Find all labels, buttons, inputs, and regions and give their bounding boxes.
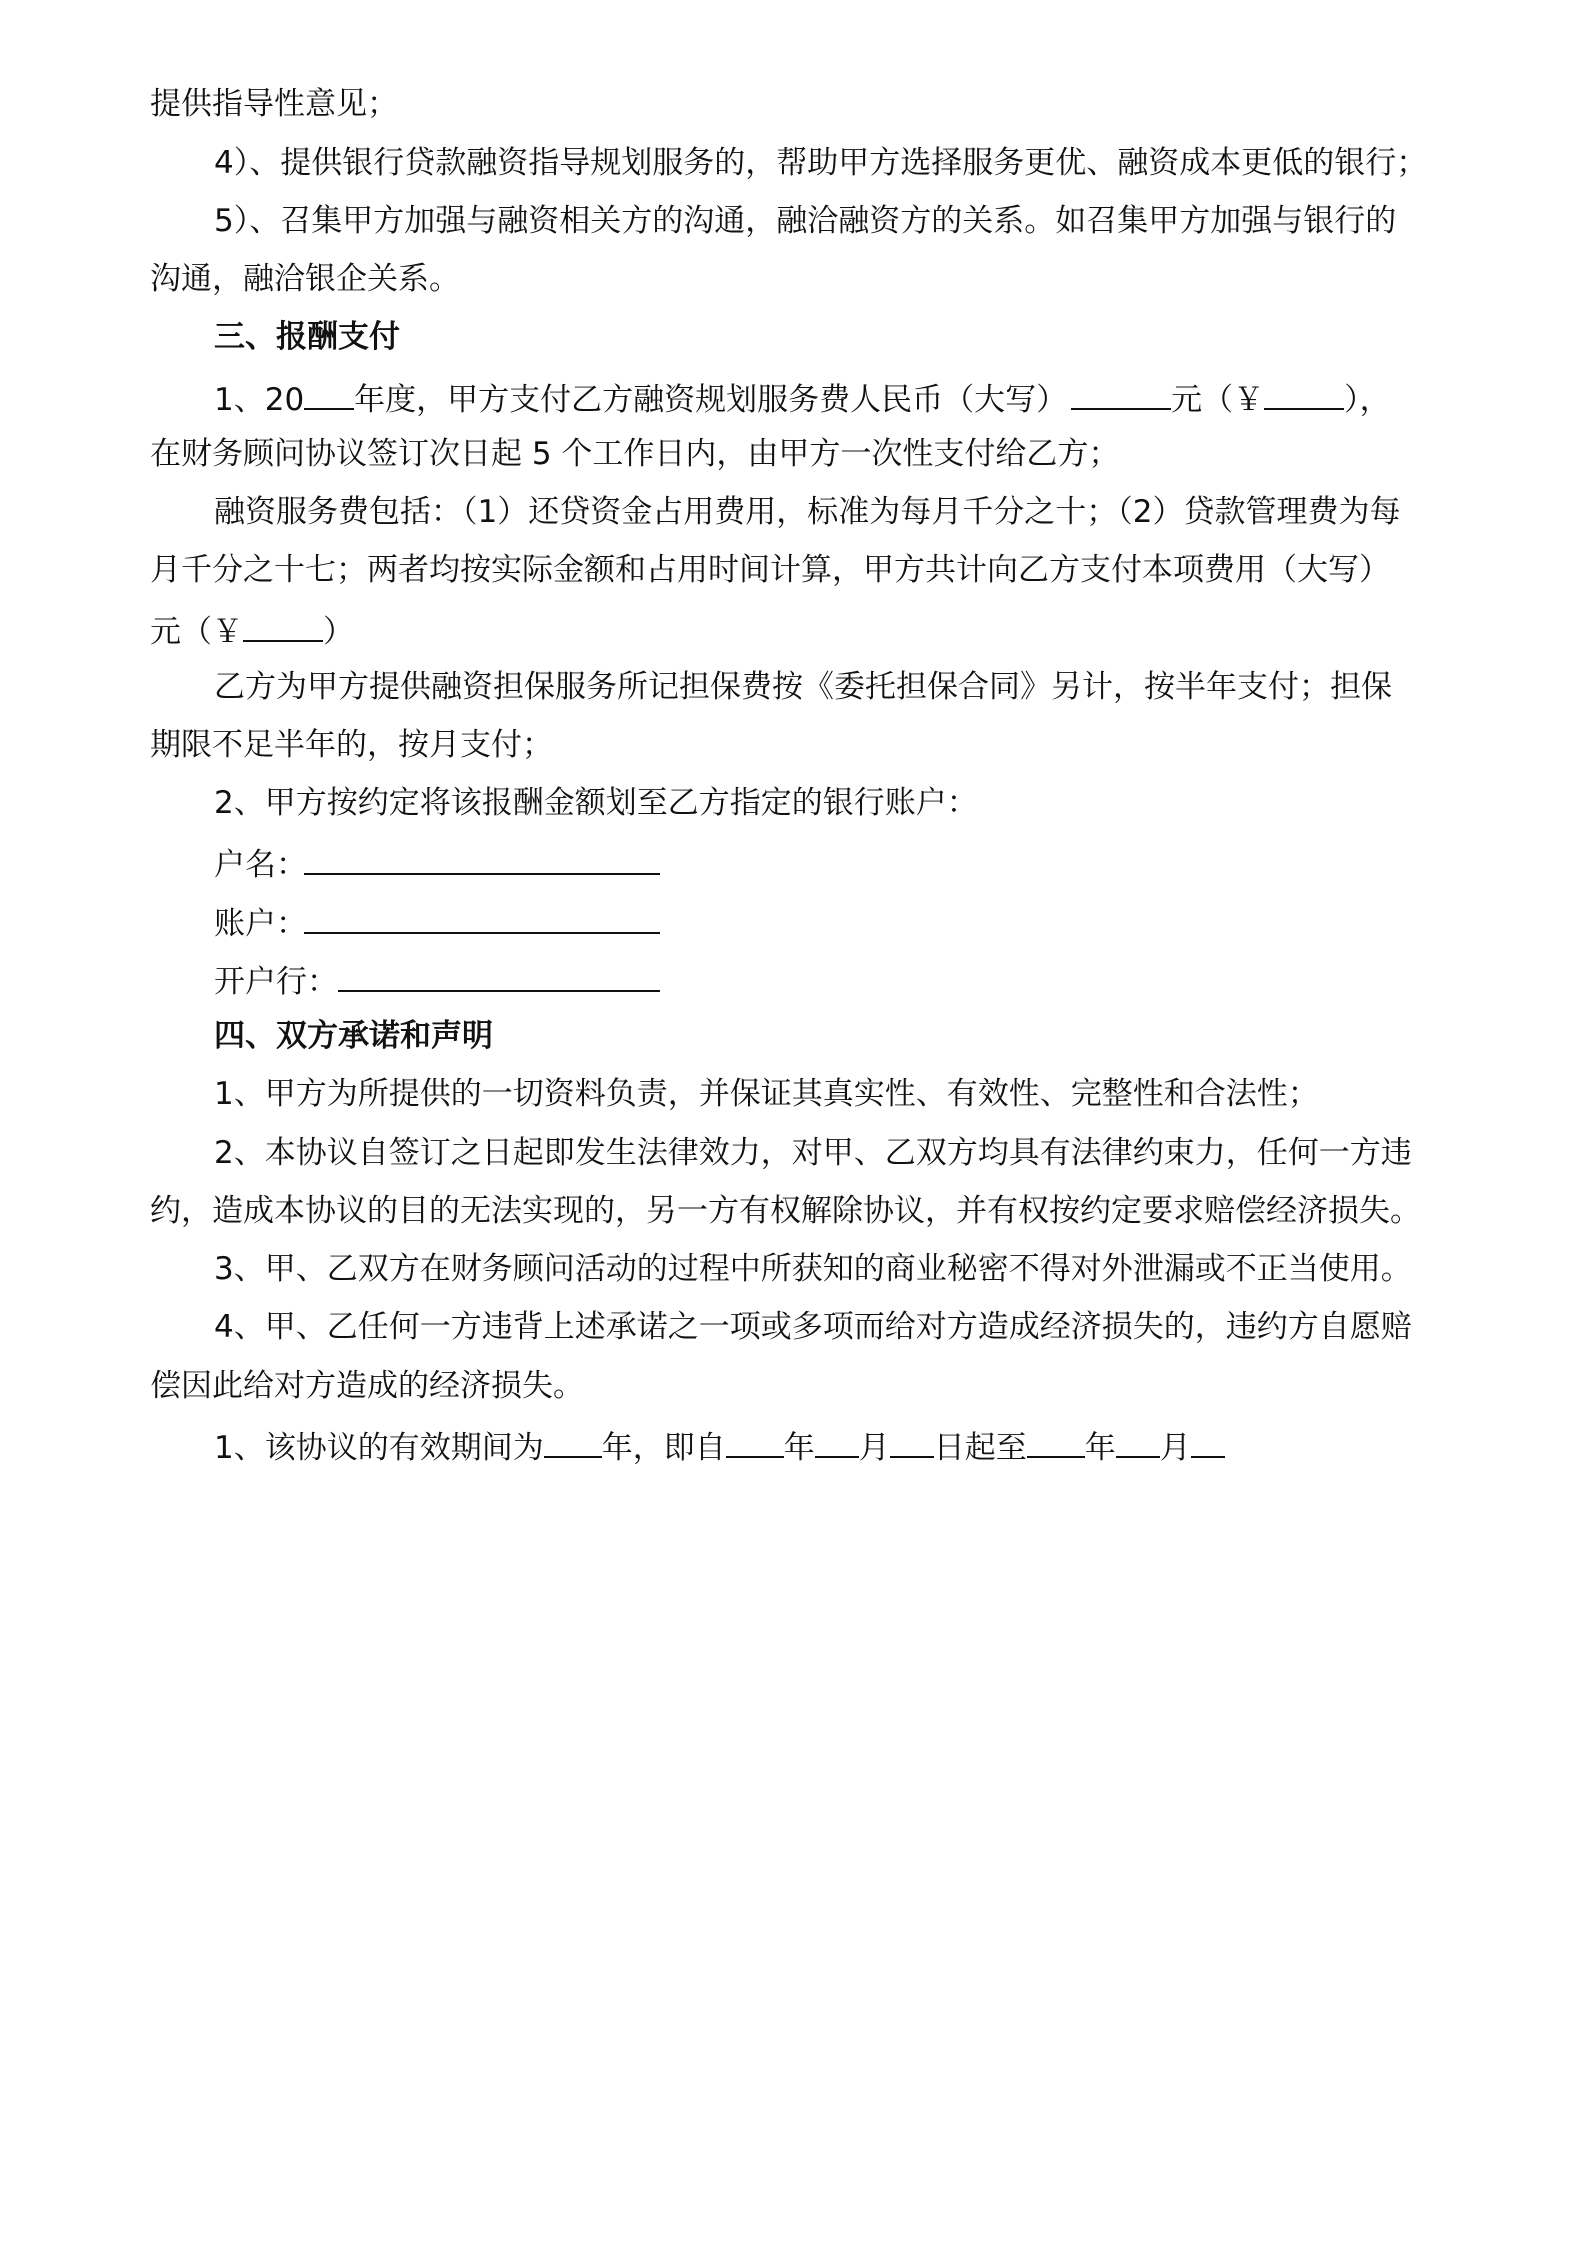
guarantee-clause-line1: 乙方为甲方提供融资担保服务所记担保费按《委托担保合同》另计，按半年支付；担保 bbox=[214, 669, 1392, 705]
payment-text: 年度，甲方支付乙方融资规划服务费人民币（大写） bbox=[354, 382, 1068, 418]
paragraph-item-5-line1: 5）、召集甲方加强与融资相关方的沟通，融洽融资方的关系。如召集甲方加强与银行的 bbox=[214, 203, 1397, 239]
section-heading-payment: 三、报酬支付 bbox=[214, 319, 400, 355]
validity-text-1: 1、该协议的有效期间为 bbox=[214, 1430, 544, 1466]
section-heading-commitments: 四、双方承诺和声明 bbox=[214, 1018, 493, 1054]
account-name-blank[interactable] bbox=[304, 839, 660, 875]
account-number-blank[interactable] bbox=[304, 898, 660, 934]
fee-amount-blank[interactable] bbox=[243, 606, 323, 642]
start-month-blank[interactable] bbox=[815, 1422, 859, 1458]
validity-text-4: 月 bbox=[858, 1430, 890, 1466]
amount-words-blank[interactable] bbox=[1071, 374, 1171, 410]
payment-year-prefix: 1、20 bbox=[214, 382, 305, 418]
fee-clause-line2: 月千分之十七；两者均按实际金额和占用时间计算，甲方共计向乙方支付本项费用（大写） bbox=[150, 552, 1390, 588]
validity-text-2: 年，即自 bbox=[601, 1430, 726, 1466]
yuan-text: 元（￥ bbox=[1171, 382, 1265, 418]
bank-label: 开户行： bbox=[214, 964, 338, 1000]
fee-paren-close: ） bbox=[323, 614, 354, 650]
validity-text-7: 月 bbox=[1159, 1430, 1191, 1466]
account-name-label: 户名： bbox=[214, 847, 307, 883]
account-number-row bbox=[214, 898, 1514, 942]
guarantee-clause-line2: 期限不足半年的，按月支付； bbox=[150, 727, 553, 763]
end-year-blank[interactable] bbox=[1027, 1422, 1085, 1458]
fee-yuan-text: 元（￥ bbox=[150, 614, 243, 650]
account-name-row bbox=[214, 839, 1514, 883]
year-blank[interactable] bbox=[304, 374, 354, 410]
paragraph-item-4: 4）、提供银行贷款融资指导规划服务的，帮助甲方选择服务更优、融资成本更低的银行； bbox=[214, 145, 1428, 181]
bank-blank[interactable] bbox=[338, 956, 660, 992]
start-year-blank[interactable] bbox=[726, 1422, 784, 1458]
payment-clause-1-line2: 在财务顾问协议签订次日起 5 个工作日内，由甲方一次性支付给乙方； bbox=[150, 436, 1120, 472]
paragraph-item-5-line2: 沟通，融洽银企关系。 bbox=[150, 261, 460, 297]
commitment-2-line1: 2、本协议自签订之日起即发生法律效力，对甲、乙双方均具有法律约束力，任何一方违 bbox=[214, 1135, 1412, 1171]
commitment-4-line1: 4、甲、乙任何一方违背上述承诺之一项或多项而给对方造成经济损失的，违约方自愿赔 bbox=[214, 1309, 1412, 1345]
amount-number-blank[interactable] bbox=[1264, 374, 1344, 410]
payment-clause-1-line1 bbox=[214, 374, 1514, 418]
end-month-blank[interactable] bbox=[1116, 1422, 1160, 1458]
commitment-2-line2: 约，造成本协议的目的无法实现的，另一方有权解除协议，并有权按约定要求赔偿经济损失。 bbox=[150, 1193, 1421, 1229]
validity-years-blank[interactable] bbox=[544, 1422, 602, 1458]
paren-close: ）， bbox=[1344, 382, 1391, 418]
end-day-blank[interactable] bbox=[1191, 1422, 1225, 1458]
validity-text-3: 年 bbox=[783, 1430, 815, 1466]
account-number-label: 账户： bbox=[214, 906, 307, 942]
commitment-4-line2: 偿因此给对方造成的经济损失。 bbox=[150, 1368, 584, 1404]
fee-clause-line1: 融资服务费包括：（1）还贷资金占用费用，标准为每月千分之十；（2）贷款管理费为每 bbox=[214, 494, 1401, 530]
validity-text-5: 日起至 bbox=[933, 1430, 1027, 1466]
start-day-blank[interactable] bbox=[890, 1422, 934, 1458]
validity-text-6: 年 bbox=[1084, 1430, 1116, 1466]
commitment-3: 3、甲、乙双方在财务顾问活动的过程中所获知的商业秘密不得对外泄漏或不正当使用。 bbox=[214, 1251, 1412, 1287]
commitment-1: 1、甲方为所提供的一切资料负责，并保证其真实性、有效性、完整性和合法性； bbox=[214, 1076, 1319, 1112]
fee-clause-line3 bbox=[150, 606, 1450, 650]
bank-row bbox=[214, 956, 1514, 1000]
validity-clause bbox=[214, 1422, 1514, 1466]
paragraph-guidance: 提供指导性意见； bbox=[150, 86, 398, 122]
payment-clause-2: 2、甲方按约定将该报酬金额划至乙方指定的银行账户： bbox=[214, 785, 978, 821]
